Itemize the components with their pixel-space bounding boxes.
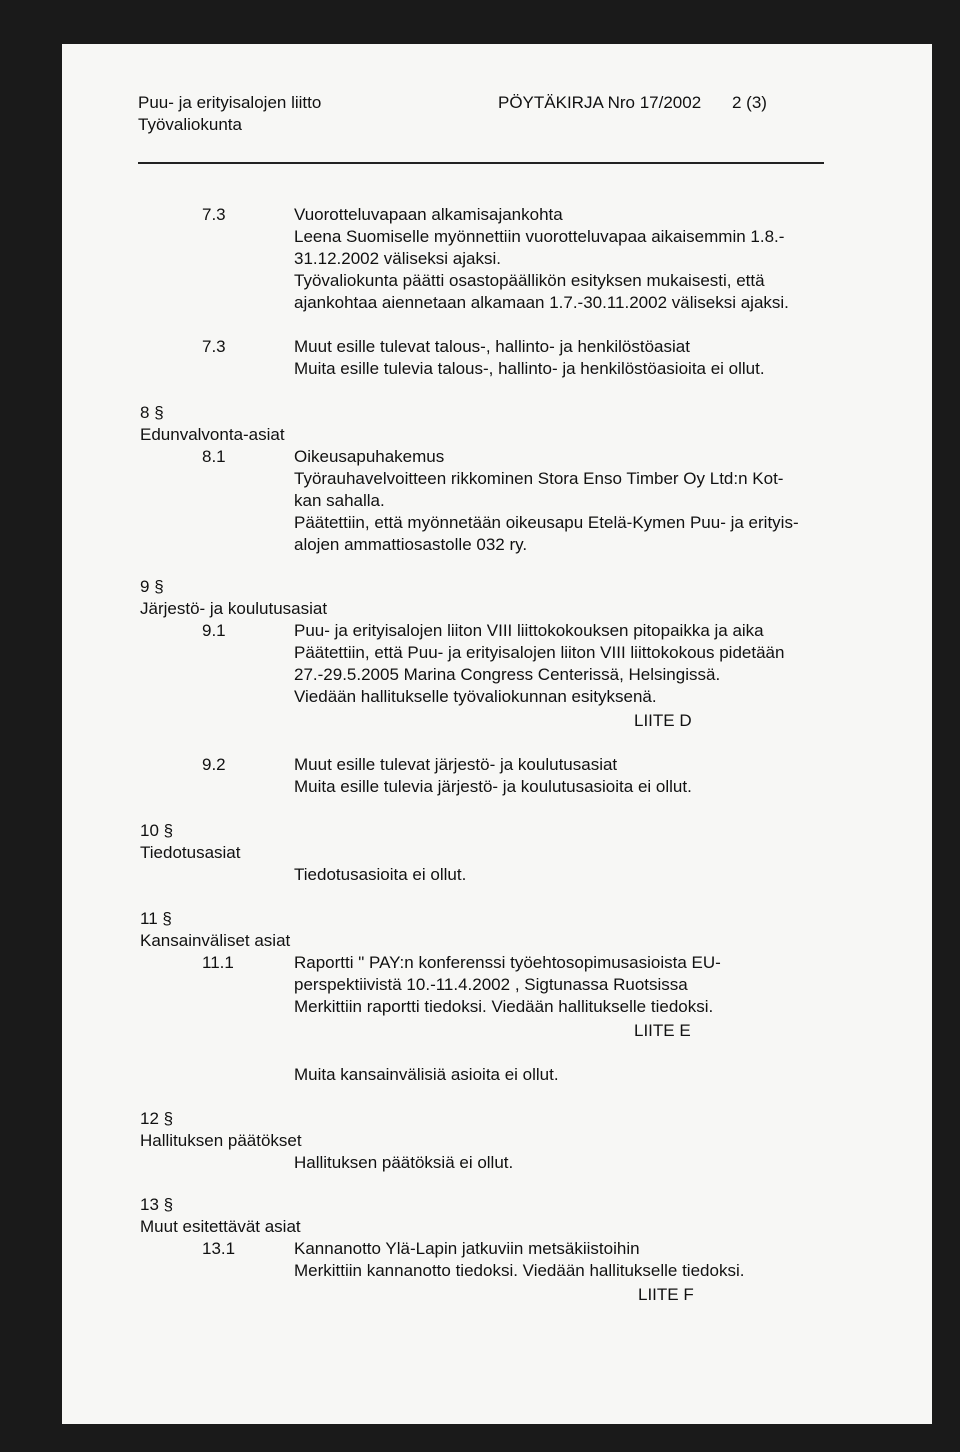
item-heading: Muut esille tulevat järjestö- ja koulutusasiat (294, 755, 618, 774)
item-heading: Vuorotteluvapaan alkamisajankohta (294, 205, 563, 224)
item-line: 27.-29.5.2005 Marina Congress Centerissä, Helsingissä. (294, 665, 721, 684)
section-heading: 12 § (140, 1109, 174, 1128)
item-number: 9.1 (202, 621, 226, 640)
item-line: Työvaliokunta päätti osastopäällikön esityksen mukaisesti, että (294, 271, 765, 290)
item-line: Muita esille tulevia järjestö- ja koulutusasioita ei ollut. (294, 777, 692, 796)
item-number: 13.1 (202, 1239, 236, 1258)
attachment-label: LIITE F (638, 1285, 694, 1304)
item-heading: Muut esille tulevat talous-, hallinto- ja henkilöstöasiat (294, 337, 690, 356)
section-heading: 11 § (140, 909, 172, 928)
section-sign: § (162, 909, 172, 928)
item-number: 7.3 (202, 337, 226, 356)
item-text-block (294, 620, 784, 708)
item-line: Muita esille tulevia talous-, hallinto- ja henkilöstöasioita ei ollut. (294, 359, 765, 378)
item-line: 31.12.2002 väliseksi ajaksi. (294, 249, 501, 268)
header-rule (138, 162, 824, 164)
item-line: Viedään hallitukselle työvaliokunnan esityksenä. (294, 687, 657, 706)
item-line: Merkittiin kannanotto tiedoksi. Viedään hallitukselle tiedoksi. (294, 1261, 745, 1280)
section-title: Hallituksen päätökset (140, 1131, 302, 1150)
section-text: Muita kansainvälisiä asioita ei ollut. (294, 1065, 559, 1084)
item-number: 9.2 (202, 755, 226, 774)
section-title: Kansainväliset asiat (140, 931, 291, 950)
item-line: perspektiivistä 10.-11.4.2002 , Sigtunassa Ruotsissa (294, 975, 688, 994)
section-heading: 13 § (140, 1195, 174, 1214)
item-number: 8.1 (202, 447, 226, 466)
item-heading: Raportti " PAY:n konferenssi työehtosopimusasioista EU- (294, 953, 721, 972)
section-title: Muut esitettävät asiat (140, 1217, 301, 1236)
org-name: Puu- ja erityisalojen liitto (138, 93, 322, 112)
document-number: PÖYTÄKIRJA Nro 17/2002 (498, 93, 702, 112)
item-text-block (294, 336, 765, 380)
committee-name: Työvaliokunta (138, 115, 242, 134)
item-number: 11.1 (202, 953, 234, 972)
section-heading: 10 § (140, 821, 174, 840)
item-line: Leena Suomiselle myönnettiin vuorotteluvapaa aikaisemmin 1.8.- (294, 227, 785, 246)
item-line: ajankohtaa aiennetaan alkamaan 1.7.-30.11.2002 väliseksi ajaksi. (294, 293, 789, 312)
item-number: 7.3 (202, 205, 226, 224)
item-line: Merkittiin raportti tiedoksi. Viedään hallitukselle tiedoksi. (294, 997, 714, 1016)
section-text: Hallituksen päätöksiä ei ollut. (294, 1153, 514, 1172)
item-heading: Oikeusapuhakemus (294, 447, 445, 466)
section-sign: § (163, 1109, 174, 1128)
item-text-block (294, 204, 789, 314)
item-text-block (294, 952, 721, 1018)
section-sign: § (163, 821, 174, 840)
item-line: Työrauhavelvoitteen rikkominen Stora Enso Timber Oy Ltd:n Kot- (294, 469, 784, 488)
section-text: Tiedotusasioita ei ollut. (294, 865, 467, 884)
item-line: Päätettiin, että myönnetään oikeusapu Etelä-Kymen Puu- ja erityis- (294, 513, 799, 532)
document-page (62, 44, 932, 1424)
section-sign: § (154, 577, 164, 596)
item-line: kan sahalla. (294, 491, 385, 510)
item-heading: Kannanotto Ylä-Lapin jatkuviin metsäkiistoihin (294, 1239, 640, 1258)
item-text-block (294, 1238, 744, 1282)
item-text-block (294, 446, 799, 556)
item-text-block (294, 754, 692, 798)
section-title: Järjestö- ja koulutusasiat (140, 599, 328, 618)
page-number: 2 (3) (732, 93, 767, 112)
section-sign: § (163, 1195, 174, 1214)
section-heading: 9 § (140, 577, 164, 596)
item-line: alojen ammattiosastolle 032 ry. (294, 535, 528, 554)
attachment-label: LIITE E (634, 1021, 691, 1040)
attachment-label: LIITE D (634, 711, 692, 730)
item-line: Päätettiin, että Puu- ja erityisalojen liiton VIII liittokokous pidetään (294, 643, 785, 662)
section-title: Edunvalvonta-asiat (140, 425, 285, 444)
section-sign: § (154, 403, 164, 422)
item-heading: Puu- ja erityisalojen liiton VIII liittokokouksen pitopaikka ja aika (294, 621, 764, 640)
section-title: Tiedotusasiat (140, 843, 241, 862)
section-heading: 8 § (140, 403, 164, 422)
